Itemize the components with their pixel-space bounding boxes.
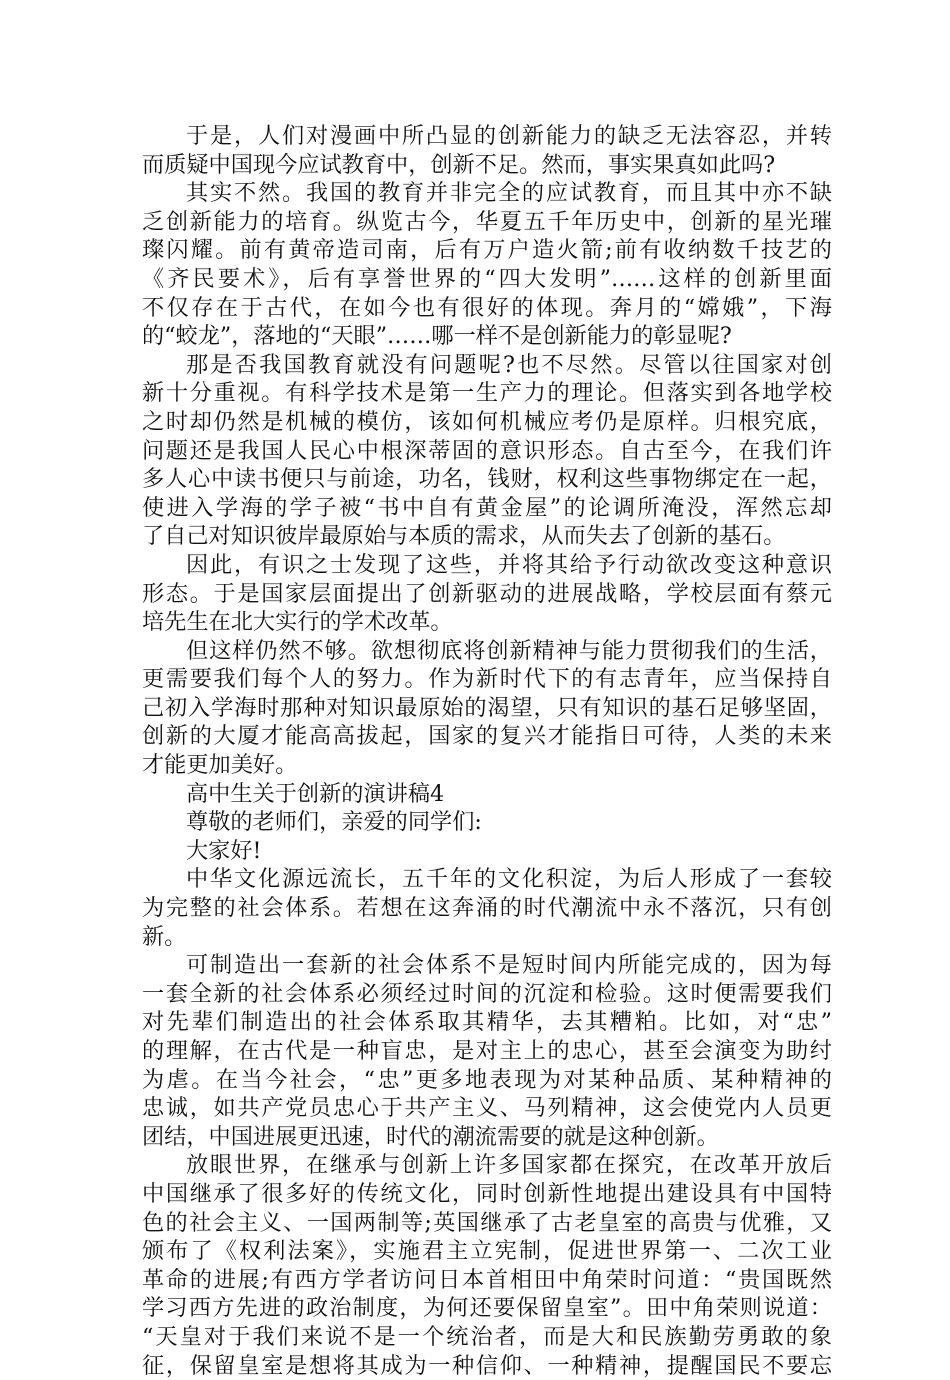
text-line: 因此，有识之士发现了这些，并将其给予行动欲改变这种意识 bbox=[186, 551, 832, 578]
text-line: 己初入学海时那种对知识最原始的渴望，只有知识的基石足够坚固， bbox=[142, 694, 832, 721]
text-line: 尊敬的老师们，亲爱的同学们: bbox=[186, 809, 482, 836]
text-line: 培先生在北大实行的学术改革。 bbox=[142, 609, 453, 636]
text-line: 那是否我国教育就没有问题呢?也不尽然。尽管以往国家对创 bbox=[186, 351, 832, 378]
text-line: 色的社会主义、一国两制等;英国继承了古老皇室的高贵与优雅，又 bbox=[142, 1209, 832, 1236]
text-line: 放眼世界，在继承与创新上许多国家都在探究，在改革开放后 bbox=[186, 1152, 832, 1179]
text-line: 不仅存在于古代，在如今也有很好的体现。奔月的“嫦娥”，下海 bbox=[142, 294, 832, 321]
text-line: 新。 bbox=[142, 923, 187, 950]
text-line: 而质疑中国现今应试教育中，创新不足。然而，事实果真如此吗? bbox=[142, 151, 776, 178]
text-line: 其实不然。我国的教育并非完全的应试教育，而且其中亦不缺 bbox=[186, 180, 832, 207]
text-line: 于是，人们对漫画中所凸显的创新能力的缺乏无法容忍，并转 bbox=[186, 123, 832, 149]
text-line: 团结，中国进展更迅速，时代的潮流需要的就是这种创新。 bbox=[142, 1123, 719, 1150]
text-line: 颁布了《权利法案》，实施君主立宪制，促进世界第一、二次工业 bbox=[142, 1238, 832, 1265]
text-line: 中国继承了很多好的传统文化，同时创新性地提出建设具有中国特 bbox=[142, 1180, 832, 1207]
text-line: 更需要我们每个人的努力。作为新时代下的有志青年，应当保持自 bbox=[142, 666, 832, 693]
text-line: 新十分重视。有科学技术是第一生产力的理论。但落实到各地学校 bbox=[142, 380, 832, 407]
text-line: 但这样仍然不够。欲想彻底将创新精神与能力贯彻我们的生活， bbox=[186, 637, 832, 664]
text-line: 璨闪耀。前有黄帝造司南，后有万户造火箭;前有收纳数千技艺的 bbox=[142, 237, 832, 264]
text-line: 之时却仍然是机械的模仿，该如何机械应考仍是原样。归根究底， bbox=[142, 408, 832, 435]
text-line: 为虐。在当今社会，“忠”更多地表现为对某种品质、某种精神的 bbox=[142, 1066, 832, 1093]
text-line: 《齐民要术》，后有享誉世界的“四大发明”……这样的创新里面 bbox=[142, 265, 832, 292]
text-line: 对先辈们制造出的社会体系取其精华，去其糟粕。比如，对“忠” bbox=[142, 1009, 832, 1036]
text-line: 多人心中读书便只与前途，功名，钱财，权利这些事物绑定在一起， bbox=[142, 466, 832, 493]
text-line: 问题还是我国人民心中根深蒂固的意识形态。自古至今，在我们许 bbox=[142, 437, 832, 464]
text-line: “天皇对于我们来说不是一个统治者，而是大和民族勤劳勇敢的象 bbox=[142, 1323, 832, 1350]
text-line: 才能更加美好。 bbox=[142, 752, 298, 779]
text-line: 高中生关于创新的演讲稿4 bbox=[186, 780, 445, 807]
text-line: 一套全新的社会体系必须经过时间的沉淀和检验。这时便需要我们 bbox=[142, 980, 832, 1007]
text-line: 学习西方先进的政治制度，为何还要保留皇室”。田中角荣则说道： bbox=[142, 1295, 832, 1322]
text-line: 征，保留皇室是想将其成为一种信仰、一种精神，提醒国民不要忘 bbox=[142, 1352, 832, 1379]
text-line: 乏创新能力的培育。纵览古今，华夏五千年历史中，创新的星光璀 bbox=[142, 208, 832, 235]
text-line: 大家好! bbox=[186, 837, 262, 864]
text-line: 为完整的社会体系。若想在这奔涌的时代潮流中永不落沉，只有创 bbox=[142, 895, 832, 922]
text-line: 革命的进展;有西方学者访问日本首相田中角荣时问道：“贵国既然 bbox=[142, 1266, 832, 1293]
text-line: 创新的大厦才能高高拔起，国家的复兴才能指日可待，人类的未来 bbox=[142, 723, 832, 750]
text-line: 中华文化源远流长，五千年的文化积淀，为后人形成了一套较 bbox=[186, 866, 832, 893]
text-line: 使进入学海的学子被“书中自有黄金屋”的论调所淹没，浑然忘却 bbox=[142, 494, 832, 521]
text-line: 忠诚，如共产党员忠心于共产主义、马列精神，这会使党内人员更 bbox=[142, 1095, 832, 1122]
text-line: 形态。于是国家层面提出了创新驱动的进展战略，学校层面有蔡元 bbox=[142, 580, 832, 607]
text-line: 了自己对知识彼岸最原始与本质的需求，从而失去了创新的基石。 bbox=[142, 523, 786, 550]
document-body bbox=[142, 122, 832, 1380]
text-line: 可制造出一套新的社会体系不是短时间内所能完成的，因为每 bbox=[186, 952, 832, 979]
text-line: 的理解，在古代是一种盲忠，是对主上的忠心，甚至会演变为助纣 bbox=[142, 1038, 832, 1064]
text-line: 的“蛟龙”，落地的“天眼”……哪一样不是创新能力的彰显呢? bbox=[142, 323, 732, 350]
